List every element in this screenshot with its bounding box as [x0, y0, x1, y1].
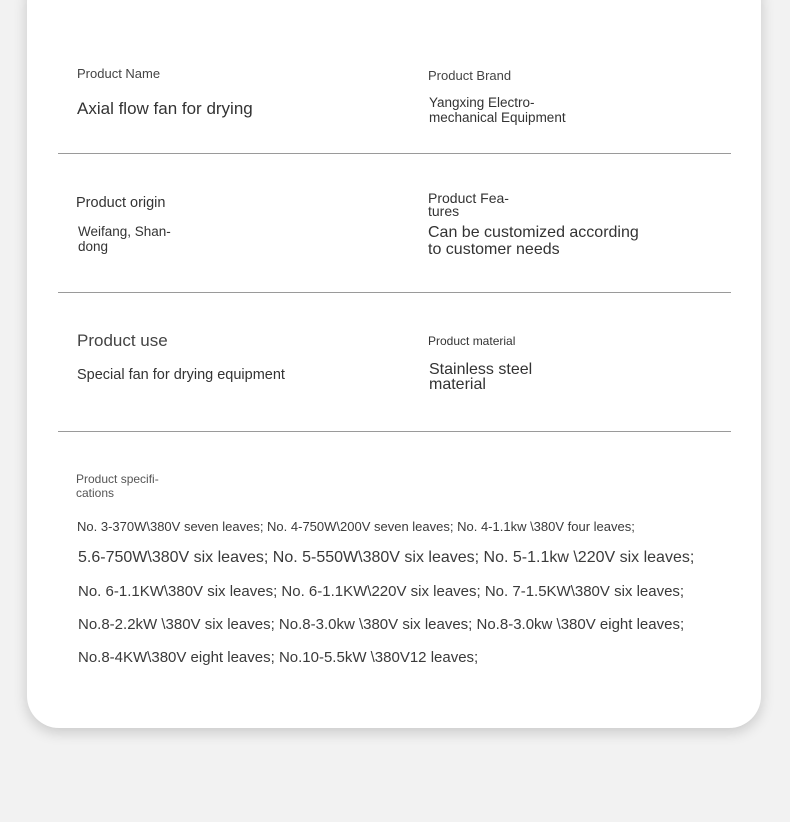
product-brand-value-line1: Yangxing Electro- [429, 95, 535, 110]
divider-3 [58, 431, 731, 432]
spec-line-2: 5.6-750W\380V six leaves; No. 5-550W\380V six leaves; No. 5-1.1kw \220V six leaves; [78, 549, 695, 566]
product-features-label-line2: tures [428, 203, 460, 219]
product-brand-value-line2: mechanical Equipment [429, 110, 566, 125]
product-name-value: Axial flow fan for drying [77, 99, 253, 118]
product-features-value [428, 224, 639, 258]
spec-line-3: No. 6-1.1KW\380V six leaves; No. 6-1.1KW\220V six leaves; No. 7-1.5KW\380V six leaves; [78, 583, 685, 600]
product-specifications-label-line1: Product specifi- [76, 472, 159, 486]
product-material-label: Product material [428, 334, 516, 348]
product-specifications-label [76, 472, 159, 500]
product-features-value-line1: Can be customized according [428, 224, 639, 241]
product-material-value-line2: material [429, 376, 486, 393]
product-specifications-label-line2: cations [76, 486, 115, 500]
product-material-value [429, 362, 532, 392]
product-origin-value-line2: dong [78, 239, 109, 254]
product-features-label [428, 192, 509, 218]
product-origin-value-line1: Weifang, Shan- [78, 224, 171, 239]
divider-1 [58, 153, 731, 154]
product-material-value-line1: Stainless steel [429, 361, 533, 378]
product-features-value-line2: to customer needs [428, 241, 560, 258]
spec-line-4: No.8-2.2kW \380V six leaves; No.8-3.0kw \380V six leaves; No.8-3.0kw \380V eight leaves; [78, 616, 685, 633]
product-use-label: Product use [77, 331, 168, 350]
divider-2 [58, 292, 731, 293]
spec-line-5: No.8-4KW\380V eight leaves; No.10-5.5kW \380V12 leaves; [78, 649, 479, 666]
product-brand-label: Product Brand [428, 68, 512, 83]
product-origin-label: Product origin [76, 195, 166, 211]
product-use-value: Special fan for drying equipment [77, 367, 285, 383]
product-info-card [27, 0, 761, 728]
product-name-label: Product Name [77, 66, 161, 81]
product-features-label-line1: Product Fea- [428, 190, 509, 206]
product-brand-value [429, 95, 566, 125]
spec-line-1: No. 3-370W\380V seven leaves; No. 4-750W\200V seven leaves; No. 4-1.1kw \380V four leaves; [77, 519, 635, 534]
product-origin-value [78, 224, 171, 254]
